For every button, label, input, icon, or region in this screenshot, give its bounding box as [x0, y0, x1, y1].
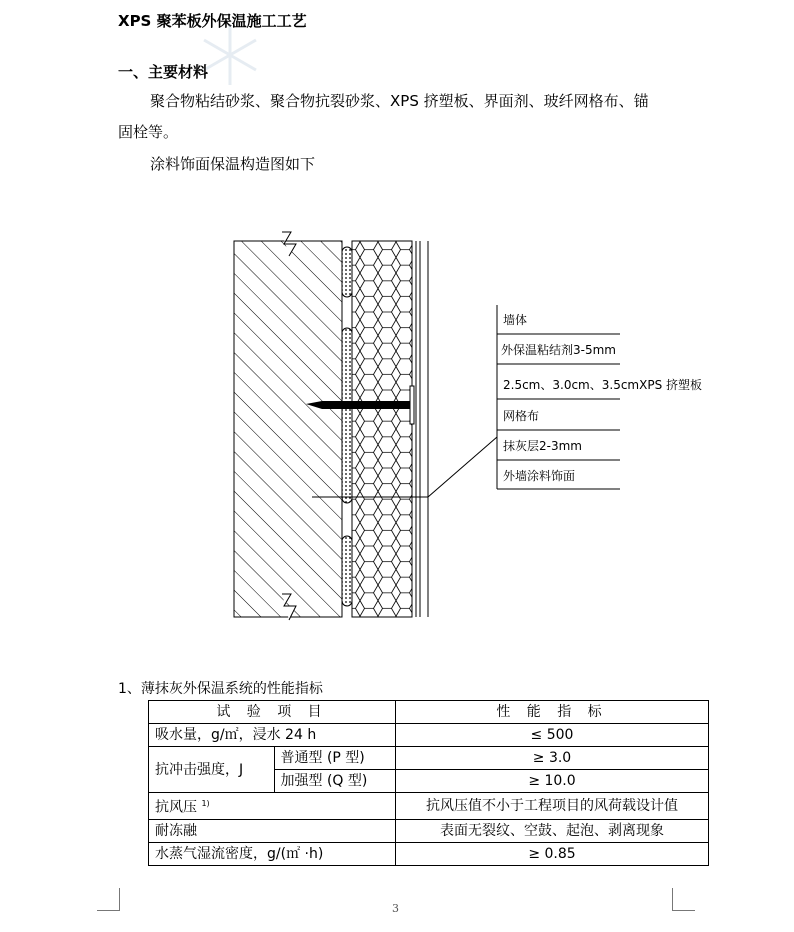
- header-item: 试 验 项 目: [149, 701, 396, 724]
- label-plaster: 抹灰层2-3mm: [503, 439, 582, 453]
- row-impact-item: 抗冲击强度，J: [149, 747, 275, 793]
- table-row: [149, 819, 709, 842]
- table-header-row: [149, 701, 709, 724]
- row-impact-q-value: ≥ 10.0: [396, 770, 709, 793]
- materials-text-line1: 聚合物粘结砂浆、聚合物抗裂砂浆、XPS 挤塑板、界面剂、玻纤网格布、锚: [150, 92, 649, 110]
- materials-text-line2: 固栓等。: [118, 123, 179, 141]
- page-corner-mark-left: [97, 888, 120, 911]
- row-vapor-item: 水蒸气湿流密度，g/(㎡ ·h): [149, 842, 396, 865]
- row-impact-p-value: ≥ 3.0: [396, 747, 709, 770]
- label-adhesive: 外保温粘结剂3-5mm: [501, 343, 616, 357]
- table-row: [149, 724, 709, 747]
- row-wind-item: [149, 793, 396, 820]
- diagram-labels: [501, 312, 702, 483]
- table-row: [149, 747, 709, 770]
- row-wind-value: 抗风压值不小于工程项目的风荷载设计值: [396, 793, 709, 820]
- adhesive-layer: [342, 247, 352, 606]
- row-vapor-value: ≥ 0.85: [396, 842, 709, 865]
- row-impact-q: 加强型 (Q 型): [274, 770, 396, 793]
- label-xps-board: 2.5cm、3.0cm、3.5cmXPS 挤塑板: [503, 378, 703, 392]
- document-title: XPS 聚苯板外保温施工工艺: [118, 12, 307, 30]
- label-mesh: 网格布: [503, 409, 540, 423]
- row-freeze-value: 表面无裂纹、空鼓、起泡、剥离现象: [396, 819, 709, 842]
- row-wind-footnote: 1): [201, 799, 210, 808]
- xps-board: [352, 241, 412, 617]
- row-water-item: 吸水量，g/㎡，浸水 24 h: [149, 724, 396, 747]
- row-wind-item-text: 抗风压: [155, 799, 197, 816]
- table-row: [149, 793, 709, 820]
- row-water-value: ≤ 500: [396, 724, 709, 747]
- page-number: 3: [392, 902, 399, 915]
- header-value: 性 能 指 标: [396, 701, 709, 724]
- wall-body: [234, 232, 342, 620]
- page-corner-mark-right: [672, 888, 695, 911]
- label-coating: 外墙涂料饰面: [503, 469, 576, 483]
- row-impact-p: 普通型 (P 型): [274, 747, 396, 770]
- row-freeze-item: 耐冻融: [149, 819, 396, 842]
- table-row: [149, 842, 709, 865]
- label-wall: 墙体: [503, 313, 528, 327]
- table-caption: 1、薄抹灰外保温系统的性能指标: [118, 681, 323, 697]
- diagram-intro-text: 涂料饰面保温构造图如下: [150, 155, 316, 173]
- performance-table: [148, 700, 709, 866]
- section-heading-materials: 一、主要材料: [118, 63, 209, 81]
- finish-layers: [416, 241, 428, 617]
